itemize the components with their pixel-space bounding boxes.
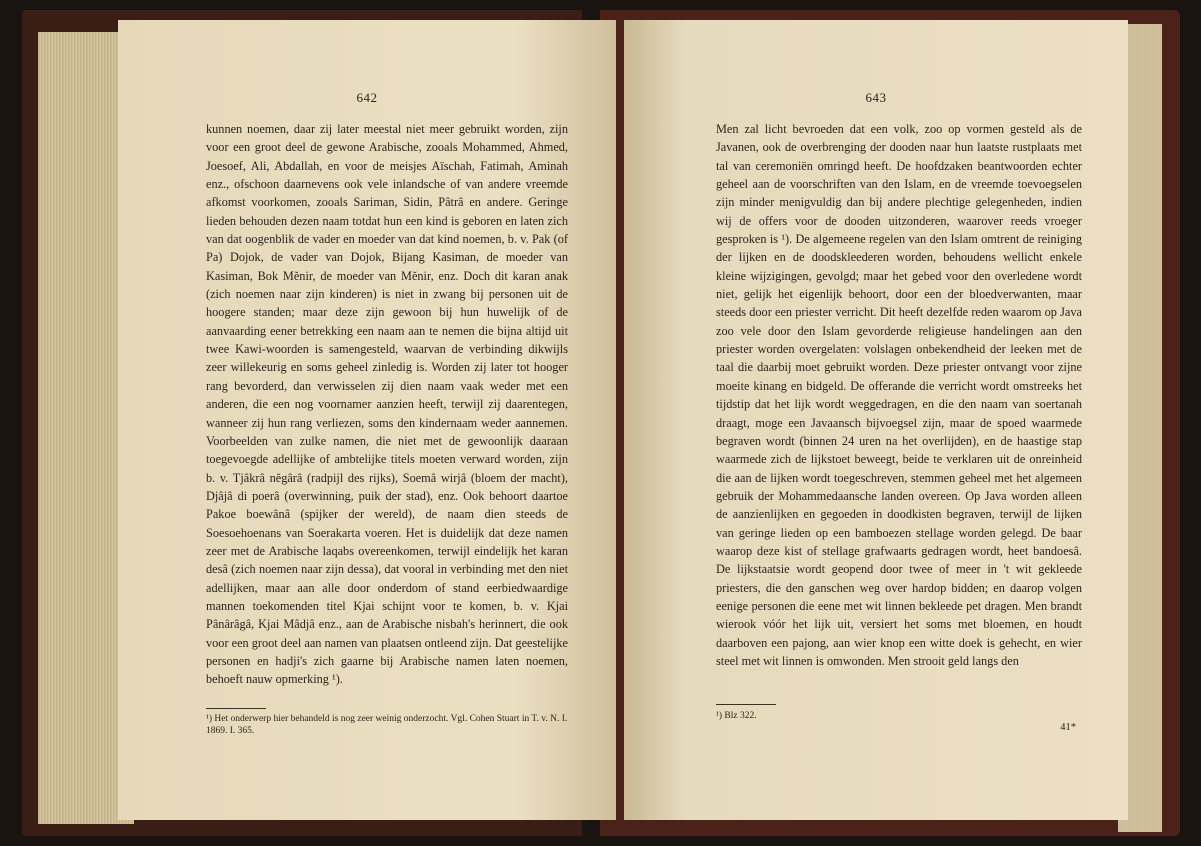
right-page (624, 20, 1128, 820)
body-text: Men zal licht bevroeden dat een volk, zoo op vormen gesteld als de Javanen, ook de overbrenging der dooden naar hun laatste rustplaats met tal van ceremoniën omringd heeft. De hoofdzaken beantwoorden echter geheel aan de voorschriften van den Islam, en de vreemde toevoegselen zijn minder menigvuldig dan bij andere plechtige gelegenheden, indien wij de offers voor de dooden uitzonderen, waarover reeds vroeger gesproken is ¹). De algemeene regelen van den Islam omtrent de reiniging der lijken en de doodskleederen worden, behoudens wellicht enkele kleine wijzigingen, gevolgd; maar het gebed voor den overledene wordt niet, gelijk het eigenlijk behoort, door een der bloedverwanten, maar steeds door een priester verricht. Dit heeft dezelfde reden waarom op Java zoo vele door den Islam gevorderde religieuse handelingen aan den priester worden overgelaten: volslagen onbekendheid der leeken met de taal die daarbij moet gebruikt worden. Deze priester ontvangt voor zijne moeite kinang en bidgeld. De offerande die verricht wordt omstreeks het tijdstip dat het lijk wordt weggedragen, en die den naam van soertanah draagt, moge een Javaansch bijvoegsel zijn, maar de spoed waarmede begraven wordt (binnen 24 uren na het overlijden), en de haastige stap waarmede zich de lijkstoet beweegt, beide te verklaren uit de onreinheid die aan de lijken wordt toegeschreven, stemmen geheel met het algemeen gebruik der Mohammedaansche landen overeen. Op Java worden alleen de aanzienlijken en gegoeden in doodkisten begraven, terwijl de lijken van geringe lieden op een bamboezen stellage worden gelegd. De baar waarop deze kist of stellage grafwaarts gedragen wordt, heet bandoesâ. De lijkstaatsie wordt geopend door twee of meer in 't wit gekleede priesters, die den ganschen weg over hardop bidden; en daarop volgen eenige personen die eene met wit linnen bekleede pet dragen. Men brandt wierook vóór het lijk uit, versiert het soms met bloemen, en houdt daarboven een pajong, aan wier knop een witte doek is gehecht, en wier steel met wit linnen is omwonden. Men strooit geld langs den (716, 122, 1082, 668)
footnote-rule (716, 704, 776, 705)
body-text: kunnen noemen, daar zij later meestal niet meer gebruikt worden, zijn voor een groot deel de gewone Arabische, zooals Mohammed, Ahmed, Joesoef, Ali, Abdallah, en voor de meisjes Aïschah, Fatimah, Aminah enz., ofschoon daarnevens ook vele inlandsche of van andere vreemde afkomst voorkomen, zooals Sariman, Sidin, Pâtrâ en andere. Geringe lieden behouden dezen naam totdat hun een kind is geboren en laten zich van dat oogenblik de vader en moeder van dat kind noemen, b. v. Pak (of Pa) Dojok, de vader van Dojok, Bijang Kasiman, de moeder van Kasiman, Bok Mĕnir, de moeder van Mĕnir, enz. Doch dit karan anak (zich noemen naar zijn kinderen) is niet in zwang bij personen uit de hoogere standen; maar deze zijn gewoon bij hun huwelijk of de aanvaarding eener betrekking een naam aan te nemen die bijna altijd uit twee Kawi-woorden is samengesteld, waarvan de verbinding dikwijls zeer willekeurig en soms geheel zinledig is. Worden zij later tot hooger rang bevorderd, dan verwisselen zij dien naam vaak weder met een anderen, die een nog voornamer aanzien heeft, terwijl zij daarentegen, wanneer zij hun rang verliezen, soms den kindernaam weder aannemen. Voorbeelden van zulke namen, die niet met de gewoonlijk daaraan toegevoegde adellijke of ambtelijke titels moeten verward worden, zijn b. v. Tjâkrâ nĕgârâ (radpijl des rijks), Soemâ wirjâ (bloem der macht), Djâjâ di poerâ (overwinning, puik der stad), enz. Ook behoort daartoe Pakoe boewânâ (spijker der wereld), de naam dien steeds de Soesoehoenans van Soerakarta voeren. Het is duidelijk dat deze namen zeer met de Arabische laqabs overeenkomen, terwijl eindelijk het karan desâ (zich noemen naar zijn dessa), dat vooral in verbinding met den niet adellijken, maar aan alle door onderdom of stand eerbiedwaardige mannen toekomenden titel Kjai schijnt voor te komen, b. v. Kjai Pânârâgâ, Kjai Mâdjâ enz., aan de Arabische nisbah's herinnert, die ook voor een groot deel aan namen van plaatsen ontleend zijn. Dat geestelijke personen en hadji's zich gaarne bij Arabische namen laten noemen, behoeft nauw opmerking ¹). (206, 122, 568, 687)
left-page (118, 20, 616, 820)
page-number: 643 (865, 90, 887, 105)
footnote: ¹) Blz 322. (716, 711, 757, 721)
footnote-rule (206, 708, 266, 709)
page-number: 642 (356, 90, 378, 105)
signature-mark: 41* (1060, 722, 1076, 733)
footnote: ¹) Het onderwerp hier behandeld is nog zeer weinig onderzocht. Vgl. Cohen Stuart in T. v. N. I. 1869. I. 365. (206, 714, 568, 736)
